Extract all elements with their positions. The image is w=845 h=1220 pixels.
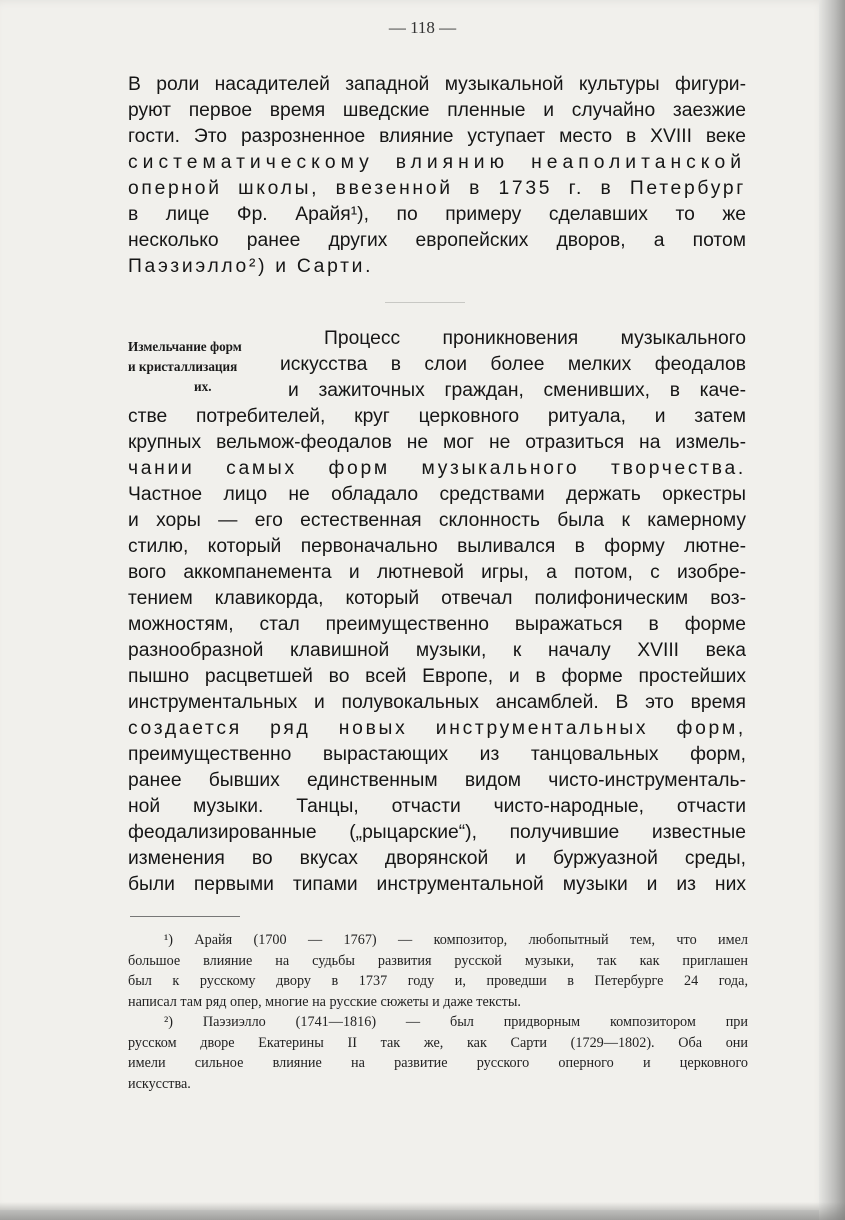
text-line: тением клавикорда, который отвечал полифоническим воз- (128, 588, 746, 609)
margin-note-line: Измельчание форм (128, 339, 242, 354)
text-line: Процесс проникновения музыкального (324, 328, 746, 349)
page-number: — 118 — (388, 18, 457, 37)
text-line: систематическому влиянию неаполитанской (128, 152, 746, 173)
text-line: преимущественно вырастающих из танцовальных форм, (128, 744, 746, 765)
text-line: вого аккомпанемента и лютневой игры, а потом, с изобре- (128, 562, 746, 583)
text-line: в лице Фр. Арайя¹), по примеру сделавших то же (128, 204, 746, 225)
text-line: можностям, стал преимущественно выражаться в форме (128, 614, 746, 635)
text-line: несколько ранее других европейских дворов, а потом (128, 230, 746, 251)
text-line: Паэзиэлло²) и Сарти. (128, 256, 374, 277)
footnote-line: искусства. (128, 1075, 191, 1092)
margin-note-line: и кристаллизация (128, 359, 238, 374)
text-line: разнообразной клавишной музыки, к началу XVIII века (128, 640, 746, 661)
text-line: создается ряд новых инструментальных форм, (128, 718, 746, 739)
paragraph-1 (128, 72, 746, 280)
text-line: были первыми типами инструментальной музыки и из них (128, 874, 746, 895)
text-line: ной музыки. Танцы, отчасти чисто-народные, отчасти (128, 796, 746, 817)
text-line: руют первое время шведские пленные и случайно заезжие (128, 100, 746, 121)
text-line: стве потребителей, круг церковного ритуала, и затем (128, 406, 746, 427)
text-line: феодализированные („рыцарские“), получившие известные (128, 822, 746, 843)
footnotes (128, 930, 748, 1094)
footnote-line: большое влияние на судьбы развития русской музыки, так как приглашен (128, 952, 748, 969)
paragraph-2 (128, 326, 746, 898)
text-line: пышно расцветшей во всей Европе, и в форме простейших (128, 666, 746, 687)
text-line: изменения во вкусах дворянской и буржуазной среды, (128, 848, 746, 869)
page-edge-shadow (819, 0, 845, 1220)
margin-note-line: их. (194, 379, 212, 394)
text-line: и хоры — его естественная склонность была к камерному (128, 510, 746, 531)
text-line: и зажиточных граждан, сменивших, в каче- (288, 380, 746, 401)
text-line: гости. Это разрозненное влияние уступает место в XVIII веке (128, 126, 746, 147)
text-line: крупных вельмож-феодалов не мог не отразиться на измель- (128, 432, 746, 453)
text-line: инструментальных и полувокальных ансамблей. В это время (128, 692, 746, 713)
text-line: ранее бывших единственным видом чисто-инструменталь- (128, 770, 746, 791)
footnote-line: был к русскому двору в 1737 году и, проведши в Петербурге 24 года, (128, 973, 748, 989)
text-line: Частное лицо не обладало средствами держать оркестры (128, 484, 746, 505)
text-line: стилю, который первоначально выливался в форму лютне- (128, 536, 746, 557)
text-line: В роли насадителей западной музыкальной культуры фигури- (128, 74, 746, 95)
footnote-line: написал там ряд опер, многие на русские сюжеты и даже тексты. (128, 993, 521, 1010)
page-bottom-shadow (0, 1202, 845, 1220)
section-divider (385, 302, 465, 303)
text-line: оперной школы, ввезенной в 1735 г. в Петербург (128, 178, 746, 199)
text-line: чании самых форм музыкального творчества. (128, 458, 746, 479)
footnote-separator (130, 916, 240, 917)
footnote-line: ²) Паэзиэлло (1741—1816) — был придворным композитором при (164, 1014, 748, 1030)
text-line: искусства в слои более мелких феодалов (280, 354, 746, 375)
footnote-line: русском дворе Екатерины II так же, как Сарти (1729—1802). Оба они (128, 1034, 748, 1051)
footnote-line: имели сильное влияние на развитие русского оперного и церковного (128, 1055, 748, 1071)
footnote-line: ¹) Арайя (1700 — 1767) — композитор, любопытный тем, что имел (164, 932, 748, 948)
